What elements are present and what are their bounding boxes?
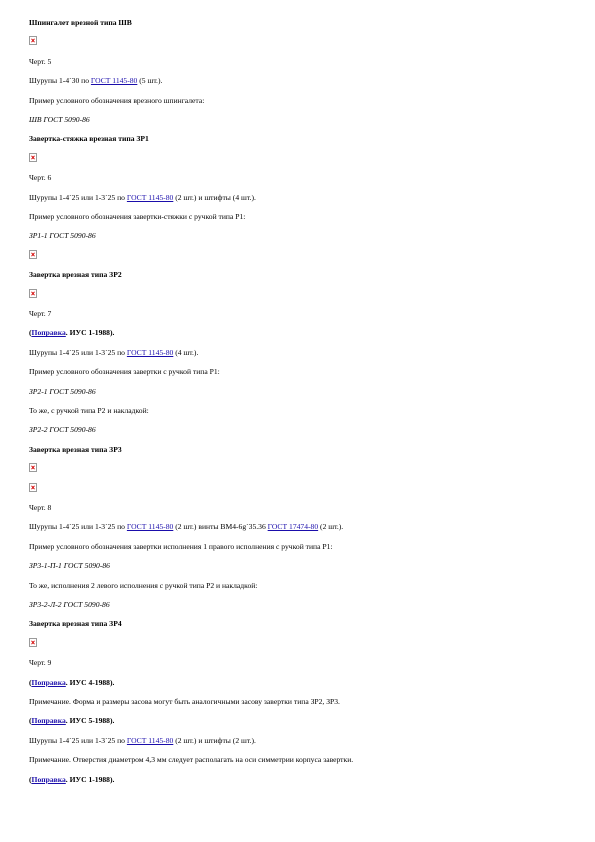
paragraph [29, 697, 340, 706]
text-run: . ИУС 4-1988). [65, 677, 115, 687]
figure-image [29, 463, 37, 472]
text-run: Пример условного обозначения завертки с ручкой типа Р1: [29, 367, 220, 377]
figure-caption: Черт. 8 [29, 503, 52, 512]
paragraph [29, 96, 204, 105]
text-run: . ИУС 5-1988). [65, 716, 115, 726]
amendment-note [29, 775, 114, 784]
text-run: ШВ ГОСТ 5090-86 [29, 115, 90, 124]
figure-caption: Черт. 6 [29, 173, 52, 183]
paragraph [29, 348, 198, 357]
text-run: (4 шт.). [173, 347, 199, 357]
paragraph [29, 367, 220, 376]
paragraph [29, 755, 353, 764]
text-run: Пример условного обозначения завертки-стяжки с ручкой типа Р1: [29, 212, 246, 221]
text-run: Шурупы 1-4´25 или 1-3´25 по [29, 192, 127, 202]
paragraph [29, 581, 257, 590]
text-run: Шурупы 1-4´30 по [29, 76, 91, 86]
figure-image [29, 638, 37, 647]
amendment-link[interactable]: Поправка [31, 774, 66, 784]
broken-image-icon [31, 485, 35, 490]
section-title: Завертка-стяжка врезная типа ЗР1 [29, 134, 149, 144]
section-title: Завертка врезная типа ЗР4 [29, 619, 122, 629]
paragraph [29, 193, 256, 202]
text-run: ЗР2-1 ГОСТ 5090-86 [29, 386, 96, 396]
designation-example [29, 115, 90, 124]
text-run: Пример условного обозначения врезного шпингалета: [29, 95, 205, 105]
gost-link[interactable]: ГОСТ 1145-80 [126, 522, 174, 532]
broken-image-icon [31, 640, 35, 645]
text-run: ( [29, 716, 32, 726]
figure-image [29, 483, 37, 492]
text-run: (2 шт.) и штифты (2 шт.). [173, 735, 256, 745]
figure-caption: Черт. 9 [29, 658, 52, 668]
text-run: . ИУС 1-1988). [65, 328, 115, 338]
text-run: Шурупы 1-4´25 или 1-3´25 по [29, 735, 127, 745]
figure-image [29, 250, 37, 259]
amendment-link[interactable]: Поправка [31, 716, 66, 726]
text-run: То же, с ручкой типа Р2 и накладкой: [29, 406, 149, 415]
text-run: (2 шт.). [318, 522, 344, 532]
text-run: То же, исполнения 2 левого исполнения с ручкой типа Р2 и накладкой: [29, 580, 258, 590]
text-run: Примечание. Форма и размеры засова могут быть аналогичными засову завертки типа ЗР2, ЗР3. [29, 697, 340, 706]
text-run: . ИУС 1-1988). [65, 774, 115, 784]
section-title: Завертка врезная типа ЗР3 [29, 444, 122, 454]
figure-image [29, 36, 37, 45]
text-run: Пример условного обозначения завертки исполнения 1 правого исполнения с ручкой типа Р1: [29, 541, 333, 551]
paragraph [29, 736, 256, 745]
designation-example [29, 600, 110, 609]
paragraph [29, 212, 245, 221]
section-title: Завертка врезная типа ЗР2 [29, 270, 122, 280]
gost-link[interactable]: ГОСТ 1145-80 [90, 76, 138, 86]
text-run: ЗР3-1-П-1 ГОСТ 5090-86 [29, 561, 110, 571]
text-run: (5 шт.). [137, 76, 163, 86]
text-run: Шурупы 1-4´25 или 1-3´25 по [29, 347, 127, 357]
amendment-note [29, 678, 114, 687]
gost-link[interactable]: ГОСТ 1145-80 [126, 192, 174, 202]
amendment-link[interactable]: Поправка [31, 328, 66, 338]
text-run: ( [29, 328, 32, 338]
paragraph [29, 76, 162, 85]
figure-caption: Черт. 5 [29, 56, 52, 66]
paragraph [29, 406, 149, 415]
text-run: ЗР1-1 ГОСТ 5090-86 [29, 231, 96, 241]
text-run: ЗР3-2-Л-2 ГОСТ 5090-86 [29, 600, 110, 609]
section-title: Шпингалет врезной типа ШВ [29, 18, 132, 27]
text-run: (2 шт.) и штифты (4 шт.). [173, 192, 256, 202]
paragraph [29, 542, 333, 551]
amendment-note [29, 328, 114, 337]
figure-caption: Черт. 7 [29, 309, 52, 318]
broken-image-icon [31, 465, 35, 470]
broken-image-icon [31, 252, 35, 257]
text-run: ( [29, 677, 32, 687]
broken-image-icon [31, 38, 35, 43]
text-run: ЗР2-2 ГОСТ 5090-86 [29, 425, 96, 435]
figure-image [29, 289, 37, 298]
text-run: ( [29, 774, 32, 784]
designation-example [29, 231, 96, 240]
broken-image-icon [31, 291, 35, 296]
designation-example [29, 387, 96, 396]
text-run: Шурупы 1-4´25 или 1-3´25 по [29, 522, 127, 532]
figure-image [29, 153, 37, 162]
text-run: Примечание. Отверстия диаметром 4,3 мм следует располагать на оси симметрии корпуса завертки. [29, 755, 354, 765]
gost-link[interactable]: ГОСТ 1145-80 [126, 347, 174, 357]
gost-link[interactable]: ГОСТ 1145-80 [126, 735, 174, 745]
text-run: (2 шт.) винты ВМ4-6g´35.36 [173, 522, 268, 532]
gost-link[interactable]: ГОСТ 17474-80 [267, 522, 319, 532]
paragraph [29, 522, 343, 531]
amendment-note [29, 716, 114, 725]
broken-image-icon [31, 155, 35, 160]
amendment-link[interactable]: Поправка [31, 677, 66, 687]
designation-example [29, 561, 110, 570]
designation-example [29, 425, 96, 434]
